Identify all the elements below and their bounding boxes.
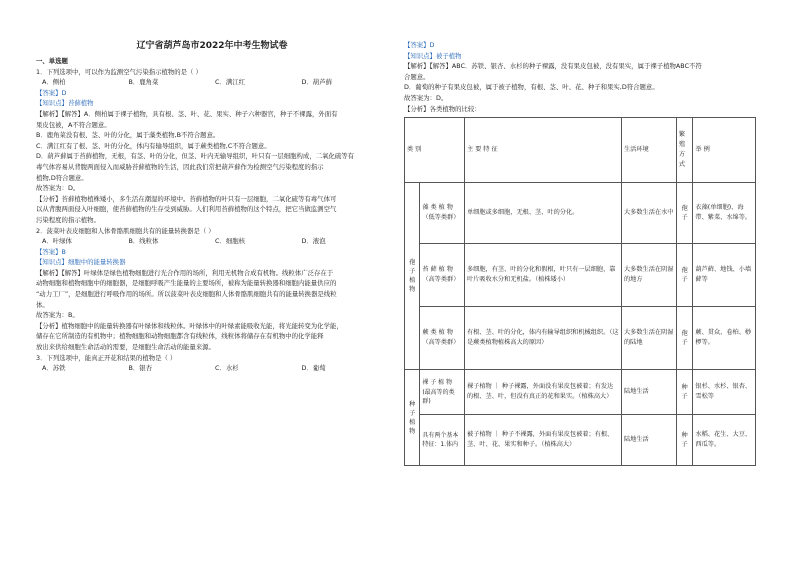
text-line: 【分析】苔藓植物植株矮小，多生活在潮湿的环境中。苔藓植物的叶只有一层细胞，二氧化硫等有毒气体可 xyxy=(36,194,337,203)
text-line: 体。 xyxy=(36,300,49,309)
left-column xyxy=(36,40,388,374)
text-line: 【分析】各类植物的比较： xyxy=(404,104,481,113)
text-line: 3．下列选项中，能真正开花和结果的植物是（ ） xyxy=(36,353,177,362)
text-line: 毒气体容易从背腹两面侵入而威胁苔藓植物的生活，因此我们常把葫芦藓作为检测空气污染程度的指示 xyxy=(36,162,324,171)
answer-option: B．银杏 xyxy=(128,364,153,373)
row-feature: 裸子植物 ｜ 种子裸露，外面没有果皮包被着；有发达的根、茎、叶，但没有真正的花和果实。（植株高大） xyxy=(464,370,621,415)
text-line: 故答案为：B。 xyxy=(36,311,79,320)
right-column xyxy=(404,40,756,466)
text-line: 植物,D符合题意。 xyxy=(36,173,88,182)
row-example: 水稻、花生、大豆、西瓜等。 xyxy=(693,415,756,466)
row-repro: 孢子 xyxy=(676,307,693,370)
answer-option: D．葡萄 xyxy=(301,364,326,373)
text-line: 【解析】【解答】叶绿体是绿色植物细胞进行光合作用的场所，利用无机物合成有机物。线粒体广泛存在于 xyxy=(36,268,334,277)
row-repro: 种子 xyxy=(676,370,693,415)
row-feature: 有根、茎、叶的分化，体内有输导组织和机械组织。（这是蕨类植物植株高大的原因） xyxy=(464,307,621,370)
row-example: 葫芦藓、地钱、小墙藓等 xyxy=(693,244,756,307)
answer-tag-line: 【知识点】被子植物 xyxy=(404,51,462,60)
row-feature-text: 种子裸露，外面没有果皮包被着；有发达的根、茎、叶，但没有真正的花和果实。（植株高大） xyxy=(466,383,614,401)
table-row xyxy=(405,183,756,244)
text-line: 【解析】【解答】A．侧柏属于裸子植物，具有根、茎、叶、花、果实、种子六种器官，种子不裸露，外面有 xyxy=(36,109,338,118)
plant-comparison-table xyxy=(404,117,756,466)
text-line: “动力工厂”，是细胞进行呼吸作用的场所。所以菠菜叶表皮细胞和人体骨骼肌细胞共有的能量转换器是线粒 xyxy=(36,290,337,299)
text-line: 故答案为：D。 xyxy=(404,93,448,102)
left-body xyxy=(36,67,388,374)
table-header-row xyxy=(405,118,756,183)
side-label: 种子植物 xyxy=(405,370,420,466)
text-line: 储存在它所制造的有机物中；植物细胞和动物细胞都含有线粒体，线粒体将储存在有机物中的化学能释 xyxy=(36,332,324,341)
answer-tag-line: 【答案】D xyxy=(404,41,435,49)
row-name: 苔 藓 植 物 （高等类群） xyxy=(420,244,465,307)
row-name: 蕨 类 植 物 （高等类群） xyxy=(420,307,465,370)
row-repro: 孢子 xyxy=(676,244,693,307)
row-env: 陆地生活 xyxy=(621,370,676,415)
table-header-cell: 繁殖方式 xyxy=(676,118,693,183)
answer-option: B．鹿角菜 xyxy=(128,78,159,87)
answer-options xyxy=(36,363,388,374)
answer-option: C．满江红 xyxy=(215,78,246,87)
row-name: 藻 类 植 物 （低等类群） xyxy=(420,183,465,244)
text-line: 放出来供给细胞生命活动的需要，是细胞生命活动的能量来源。 xyxy=(36,343,215,352)
row-name: 具有两个基本特征：1.体内 xyxy=(420,415,465,466)
row-example: 银杉、水杉、银杏、雪松等 xyxy=(693,370,756,415)
answer-tag-line: 【答案】D xyxy=(36,88,67,97)
answer-option: A．侧柏 xyxy=(42,78,66,87)
section-heading: 一、单选题 xyxy=(36,57,68,65)
page-title: 辽宁省葫芦岛市2022年中考生物试卷 xyxy=(136,41,288,51)
text-line: 【分析】植物细胞中的能量转换器有叶绿体和线粒体。叶绿体中的叶绿素能吸收光能，将光能转变为化学能， xyxy=(36,321,343,330)
answer-option: C．细胞核 xyxy=(215,237,246,246)
text-line: D．葡萄的种子有果皮包被，属于被子植物，有根、茎、叶、花、种子和果实,D符合题意。 xyxy=(404,83,659,92)
right-body xyxy=(404,40,756,114)
row-name: 裸 子 植 物 (最高等的类群) xyxy=(420,370,465,415)
row-env: 陆地生活 xyxy=(621,415,676,466)
answer-options xyxy=(36,236,388,247)
row-feature-type: 裸子植物 xyxy=(466,383,492,391)
text-line: D．葫芦藓属于苔藓植物，无根，有茎、叶的分化，但茎、叶内无输导组织，叶只有一层细胞构成，二氧化硫等有 xyxy=(36,152,355,161)
text-line: 污染程度的指示植物。 xyxy=(36,215,100,224)
row-env: 大多数生活在阴湿的地方 xyxy=(621,244,676,307)
text-line: 动物细胞和植物细胞中的细胞器，是细胞呼吸产生能量的主要场所，被称为能量转换器和细胞内能量供应的 xyxy=(36,279,337,288)
row-env: 大多数生活在阴湿的陆地 xyxy=(621,307,676,370)
row-example: 蕨、贯众、卷柏、桫椤等。 xyxy=(693,307,756,370)
answer-option: A．叶绿体 xyxy=(42,237,72,246)
answer-options xyxy=(36,77,388,88)
row-example: 衣藻(单细胞)、海带、紫菜、水绵等。 xyxy=(693,183,756,244)
row-repro: 孢子 xyxy=(676,183,693,244)
text-line: 【解析】【解答】ABC．苏铁、银杏、水杉的种子裸露，没有果皮包被，没有果实，属于裸子植物ABC不符 xyxy=(404,62,702,71)
row-feature: 被子植物 ｜ 种子不裸露，外面有果皮包被着；有根、茎、叶、花、果实和种子。（植株高大） xyxy=(464,415,621,466)
row-repro: 种子 xyxy=(676,415,693,466)
text-line: B．鹿角菜没有根、茎、叶的分化，属于藻类植物,B不符合题意。 xyxy=(36,131,220,140)
row-env: 大多数生活在水中 xyxy=(621,183,676,244)
text-line: 合题意。 xyxy=(404,72,430,81)
answer-tag-line: 【知识点】苔藓植物 xyxy=(36,99,94,108)
answer-option: C．水杉 xyxy=(215,364,239,373)
answer-option: D．葫芦藓 xyxy=(301,78,332,87)
table-row xyxy=(405,415,756,466)
answer-option: B．线粒体 xyxy=(128,237,159,246)
table-header-cell: 类 别 xyxy=(405,118,465,183)
text-line: 果皮包被，A不符合题意。 xyxy=(36,120,111,129)
answer-option: D．液泡 xyxy=(301,237,326,246)
table-row xyxy=(405,244,756,307)
answer-tag-line: 【知识点】细胞中的能量转换器 xyxy=(36,258,126,267)
text-line: 1．下列选项中，可以作为监测空气污染指示植物的是（ ） xyxy=(36,67,202,76)
text-line: C．满江红有了根、茎、叶的分化，体内有输导组织，属于蕨类植物,C不符合题意。 xyxy=(36,141,271,150)
row-feature-type: 被子植物 xyxy=(466,431,492,439)
side-label: 孢子植物 xyxy=(405,183,420,370)
answer-option: A．苏铁 xyxy=(42,364,66,373)
answer-tag-line: 【答案】B xyxy=(36,247,66,256)
row-feature-text: 种子不裸露，外面有果皮包被着；有根、茎、叶、花、果实和种子。（植株高大） xyxy=(466,431,614,449)
row-feature: 多细胞，有茎、叶的分化和假根，叶只有一层细胞，靠叶片吸收水分和无机盐。（植株矮小） xyxy=(464,244,621,307)
row-feature: 单细胞或多细胞，无根、茎、叶的分化。 xyxy=(464,183,621,244)
table-row xyxy=(405,307,756,370)
table-header-cell: 举 例 xyxy=(693,118,756,183)
text-line: 故答案为：D。 xyxy=(36,184,80,193)
text-line: 以从背腹两面侵入叶细胞，使苔藓植物的生存受到威胁。人们利用苔藓植物的这个特点，把它当做监测空气 xyxy=(36,205,337,214)
text-line: 2．菠菜叶表皮细胞和人体骨骼肌细胞共有的能量转换器是（ ） xyxy=(36,226,215,235)
table-header-cell: 生活环境 xyxy=(621,118,676,183)
table-row xyxy=(405,370,756,415)
table-header-cell: 主 要 特 征 xyxy=(464,118,621,183)
